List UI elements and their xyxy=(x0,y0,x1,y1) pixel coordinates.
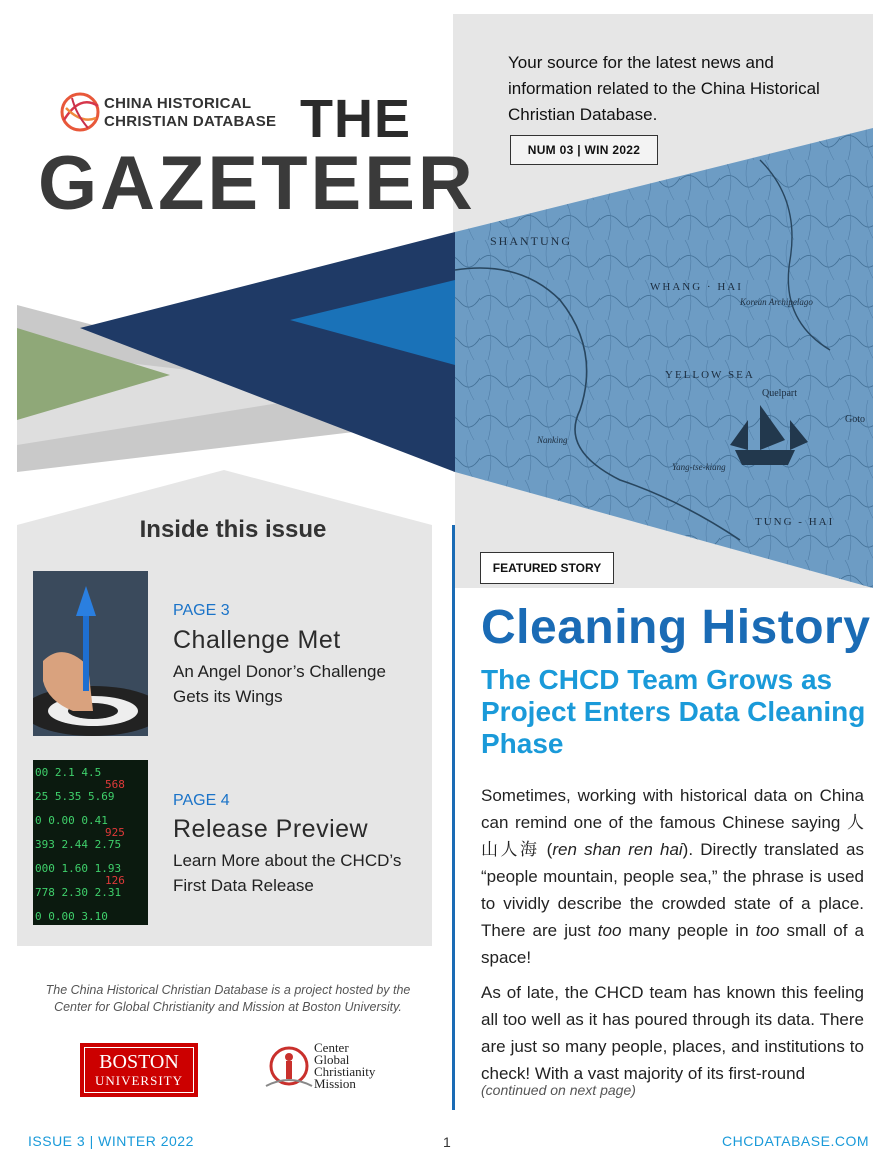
map-label-tung-hai: TUNG - HAI xyxy=(755,516,835,528)
map-label-nanking: Nanking xyxy=(537,435,568,445)
cgcm-logo-icon xyxy=(262,1044,316,1094)
map-label-whang-hai: WHANG · HAI xyxy=(650,281,743,293)
svg-text:000 1.60 1.93: 000 1.60 1.93 xyxy=(35,862,122,875)
footer-page-number: 1 xyxy=(443,1134,451,1150)
title-gazeteer: GAZETEER xyxy=(38,141,476,226)
continued-note: (continued on next page) xyxy=(481,1082,636,1098)
svg-text:0 0.00 3.10: 0 0.00 3.10 xyxy=(35,910,108,923)
logo-line-2: CHRISTIAN DATABASE xyxy=(104,113,277,130)
title-the: THE xyxy=(300,89,411,149)
p1-b: ). Directly translated as “people mountain, people sea,” the phrase is used to vividly describe the crowded state of a place. There are just xyxy=(481,840,864,940)
footer-issue: ISSUE 3 | WINTER 2022 xyxy=(28,1133,194,1149)
cgcm-line-1: Center xyxy=(314,1040,349,1055)
svg-text:778 2.30 2.31: 778 2.30 2.31 xyxy=(35,886,122,899)
svg-text:0 0.00 0.41: 0 0.00 0.41 xyxy=(35,814,108,827)
body-paragraph-1 xyxy=(481,782,864,971)
issue-badge: NUM 03 | WIN 2022 xyxy=(510,135,658,165)
subheadline: The CHCD Team Grows as Project Enters Data Cleaning Phase xyxy=(481,664,866,759)
cgcm-text xyxy=(314,1042,375,1090)
map-label-korean: Korean Archipelago xyxy=(740,297,813,307)
footer-website-link[interactable]: CHCDATABASE.COM xyxy=(722,1133,869,1149)
hosted-line-1: The China Historical Christian Database is a project hosted by the xyxy=(45,983,411,997)
hosted-note xyxy=(28,982,428,1016)
map-label-yellow-sea: YELLOW SEA xyxy=(665,369,755,381)
item-2-desc-line-2: First Data Release xyxy=(173,876,314,895)
p1-too-2: too xyxy=(755,921,780,940)
hosted-line-2: Center for Global Christianity and Mission at Boston University. xyxy=(54,1000,402,1014)
p1-c: many people in xyxy=(621,921,756,940)
p1-too-1: too xyxy=(597,921,622,940)
item-1-page: PAGE 3 xyxy=(173,602,230,619)
featured-label: FEATURED STORY xyxy=(480,552,614,584)
item-2-desc xyxy=(173,848,401,898)
item-2-desc-line-1: Learn More about the CHCD’s xyxy=(173,851,402,870)
cgcm-line-2: Global xyxy=(314,1052,350,1067)
p1-d: small of a space! xyxy=(481,921,864,967)
item-1-desc xyxy=(173,659,386,709)
tagline: Your source for the latest news and information related to the China Historical Christian Database. xyxy=(508,53,820,124)
bu-line-2: UNIVERSITY xyxy=(95,1073,183,1088)
svg-text:00 2.1 4.5: 00 2.1 4.5 xyxy=(35,766,102,779)
item-1-desc-line-1: An Angel Donor’s Challenge xyxy=(173,662,386,681)
item-2-title[interactable]: Release Preview xyxy=(173,815,369,843)
boston-university-logo[interactable] xyxy=(80,1043,198,1097)
stock-board-thumbnail xyxy=(33,760,148,925)
item-2-page: PAGE 4 xyxy=(173,792,230,809)
p1-a: Sometimes, working with historical data on China can remind one of the famous Chinese saying 人山人海 ( xyxy=(481,786,864,859)
p1-italic: ren shan ren hai xyxy=(552,840,683,859)
map-label-quelpart: Quelpart xyxy=(762,388,797,399)
cgcm-line-4: Mission xyxy=(314,1076,356,1091)
map-label-shantung: SHANTUNG xyxy=(490,234,572,248)
body-paragraph-2: As of late, the CHCD team has known this feeling all too well as it has poured through its data. There are just so many people, places, and institutions to check! With a vast majority of its first-round xyxy=(481,983,864,1083)
logo-text xyxy=(104,95,276,131)
svg-text:393 2.44 2.75: 393 2.44 2.75 xyxy=(35,838,122,851)
chcd-logo-icon xyxy=(58,90,102,134)
map-label-goto: Goto xyxy=(845,414,865,425)
svg-text:568: 568 xyxy=(105,778,125,791)
cgcm-line-3: Christianity xyxy=(314,1064,376,1079)
svg-text:925: 925 xyxy=(105,826,125,839)
item-1-title[interactable]: Challenge Met xyxy=(173,626,341,654)
map-label-yang-tse: Yang-tse-kiang xyxy=(672,462,726,472)
inside-title: Inside this issue xyxy=(139,516,327,543)
bu-line-1: BOSTON xyxy=(99,1051,179,1073)
dart-thumbnail xyxy=(33,571,148,736)
item-1-desc-line-2: Gets its Wings xyxy=(173,687,283,706)
svg-text:25 5.35 5.69: 25 5.35 5.69 xyxy=(35,790,115,803)
headline: Cleaning History xyxy=(481,601,871,654)
svg-text:126: 126 xyxy=(105,874,125,887)
column-rule xyxy=(452,525,455,1110)
logo-line-1: CHINA HISTORICAL xyxy=(104,95,252,112)
